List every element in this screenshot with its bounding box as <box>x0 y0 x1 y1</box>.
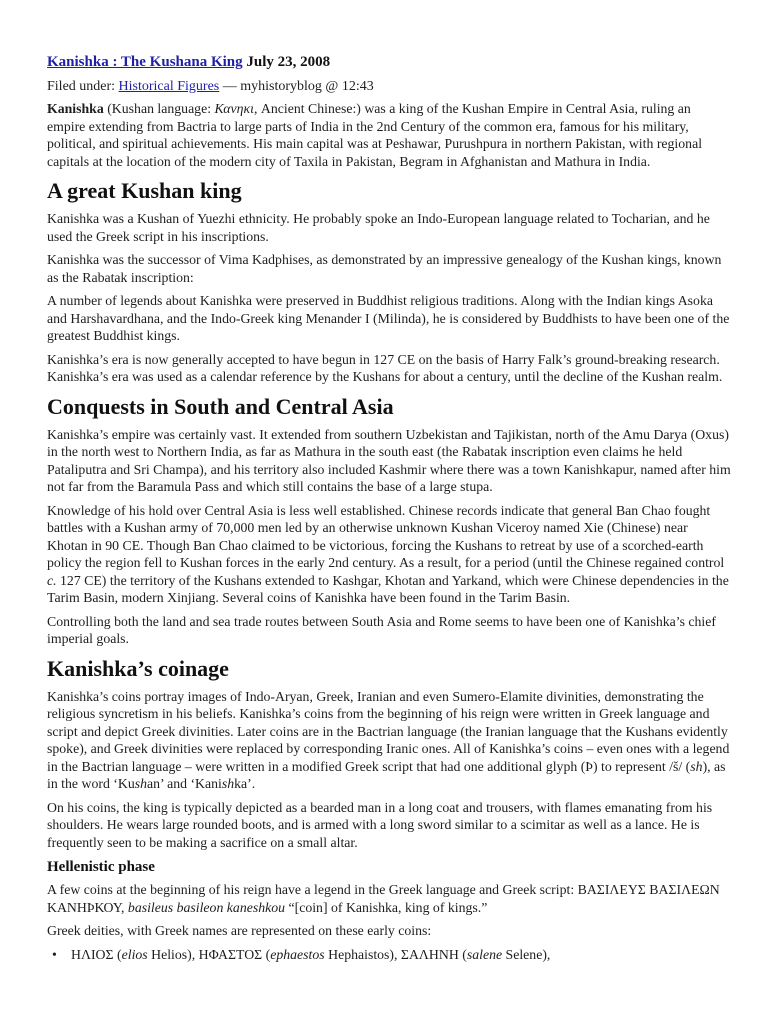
section-heading-conquests: Conquests in South and Central Asia <box>47 393 394 419</box>
paragraph <box>47 881 731 916</box>
bullet-icon: • <box>52 946 57 962</box>
paragraph: A number of legends about Kanishka were preserved in Buddhist religious traditions. Along with the Indian kings Asoka and Harshavardhana, and the Indo-Greek king Menander I (Milinda), he is considered by Buddhists to have been one of the greatest Buddhist kings. <box>47 293 730 343</box>
paragraph <box>47 688 731 793</box>
blog-post <box>47 52 731 963</box>
greek-transliteration: basileus basileon kaneshkou <box>127 899 286 915</box>
post-title-link[interactable]: Kanishka : The Kushana King <box>47 54 243 70</box>
post-title-line <box>47 52 731 72</box>
paragraph <box>47 502 731 607</box>
paragraph-text: ), as in the word ‘Ku <box>47 758 726 791</box>
deity-text: ΗΛΙΟΣ ( <box>71 946 122 962</box>
post-meta <box>47 78 731 96</box>
intro-name: Kanishka <box>47 101 104 116</box>
intro-text-b: , Ancient Chinese:) was a king of the Kushan Empire in Central Asia, ruling an empire extending from Bactria to large parts of India in the 2nd Century of the common era, famous for his military, political, and spiritual achievements. His main capital was at Peshawar, Purushpura in northern Pakistan, with regional capitals at the location of the modern city of Taxila in Pakistan, Begram in Afghanistan and Mathura in India. <box>47 101 703 169</box>
list-item <box>52 946 731 964</box>
paragraph-text: ka’. <box>234 776 256 791</box>
section-heading-great-king: A great Kushan king <box>47 178 242 203</box>
paragraph-text: Knowledge of his hold over Central Asia is less well established. Chinese records indicate that general Ban Chao fought battles with a Kushan army of 70,000 men led by an otherwise unknown Kushan Viceroy named Xie (Chinese) near Khotan in 90 CE. Though Ban Chao claimed to be victorious, forcing the Kushans to retreat by use of a scorched-earth policy the region fell to Kushan forces in the early 2nd century. As a result, for a period (until the Chinese regained control <box>47 502 725 570</box>
paragraph-text: 127 CE) the territory of the Kushans extended to Kashgar, Khotan and Yarkand, which were Chinese dependencies in the Tarim Basin, modern Xinjiang. Several coins of Kanishka have been found in the Tarim Basin. <box>47 572 729 605</box>
paragraph: Kanishka’s era is now generally accepted to have begun in 127 CE on the basis of Harry Falk’s ground-breaking research. Kanishka’s era was used as a calendar reference by the Kushans for about a century, until the decline of the Kushan realm. <box>47 351 723 384</box>
italic-sh: sh <box>221 776 235 791</box>
paragraph-text: A few coins at the beginning of his reign have a legend in the Greek language and Greek script: ΒΑΣΙΛΕΥΣ ΒΑΣΙΛΕΩΝ ΚΑΝΗÞΚΟΥ, <box>47 882 720 915</box>
paragraph: Kanishka’s empire was certainly vast. It extended from southern Uzbekistan and Tajikistan, north of the Amu Darya (Oxus) in the north west to Northern India, as far as Mathura in the south east (the Rabatak inscription even claims he held Pataliputra and Sri Champa), and his territory also included Kashmir where there was a town Kanishkapur, named after him not far from the Baramula Pass and which still contains the base of a large stupa. <box>47 426 731 494</box>
paragraph-text: Kanishka’s coins portray images of Indo-Aryan, Greek, Iranian and even Sumero-Elamite divinities, demonstrating the religious syncretism in his beliefs. Kanishka’s coins from the beginning of his reign were written in Greek language and script and depict Greek divinities. Later coins are in the Bactrian language (the Iranian language that the Kushans evidently spoke), and Greek divinities were replaced by corresponding Iranic ones. All of Kanishka’s coins – even ones with a legend in the Bactrian language – were written in a modified Greek script that had one additional glyph (Þ) to represent /š/ ( <box>47 688 730 774</box>
filed-under-label: Filed under: <box>47 79 119 94</box>
paragraph: Greek deities, with Greek names are represented on these early coins: <box>47 923 432 938</box>
deity-transliteration: salene <box>466 946 503 962</box>
circa-abbreviation: c. <box>47 572 57 588</box>
deity-transliteration: elios <box>121 946 148 962</box>
deity-text: Helios), ΗΦΑΣΤΟΣ ( <box>147 946 271 962</box>
paragraph-text: an’ and ‘Kani <box>147 776 222 791</box>
post-date: July 23, 2008 <box>242 54 331 70</box>
paragraph: Controlling both the land and sea trade routes between South Asia and Rome seems to have been one of Kanishka’s chief imperial goals. <box>47 613 716 646</box>
paragraph: On his coins, the king is typically depicted as a bearded man in a long coat and trousers, with flames emanating from his shoulders. He wears large rounded boots, and is armed with a long sword similar to a scimitar as well as a lance. He is frequently seen to be making a sacrifice on a small altar. <box>47 799 713 850</box>
deity-transliteration: ephaestos <box>270 946 325 962</box>
paragraph: Kanishka was a Kushan of Yuezhi ethnicity. He probably spoke an Indo-European language related to Tocharian, and he used the Greek script in his inscriptions. <box>47 211 710 244</box>
italic-sh: sh <box>134 776 148 791</box>
paragraph-text: “[coin] of Kanishka, king of kings.” <box>285 899 488 915</box>
section-heading-coinage: Kanishka’s coinage <box>47 655 229 681</box>
subheading-hellenistic-phase: Hellenistic phase <box>47 859 155 875</box>
intro-text-a: (Kushan language: <box>103 101 215 116</box>
post-byline: — myhistoryblog @ 12:43 <box>219 79 374 94</box>
italic-sh: sh <box>690 758 703 774</box>
deity-list <box>47 946 731 964</box>
category-link[interactable]: Historical Figures <box>118 79 220 94</box>
deity-text: Selene), <box>502 946 551 962</box>
kushan-name: Κανηκι <box>214 101 254 116</box>
intro-paragraph <box>47 100 731 170</box>
paragraph: Kanishka was the successor of Vima Kadphises, as demonstrated by an impressive genealogy of the Kushan kings, known as the Rabatak inscription: <box>47 252 722 285</box>
deity-text: Hephaistos), ΣΑΛΗΝΗ ( <box>324 946 467 962</box>
